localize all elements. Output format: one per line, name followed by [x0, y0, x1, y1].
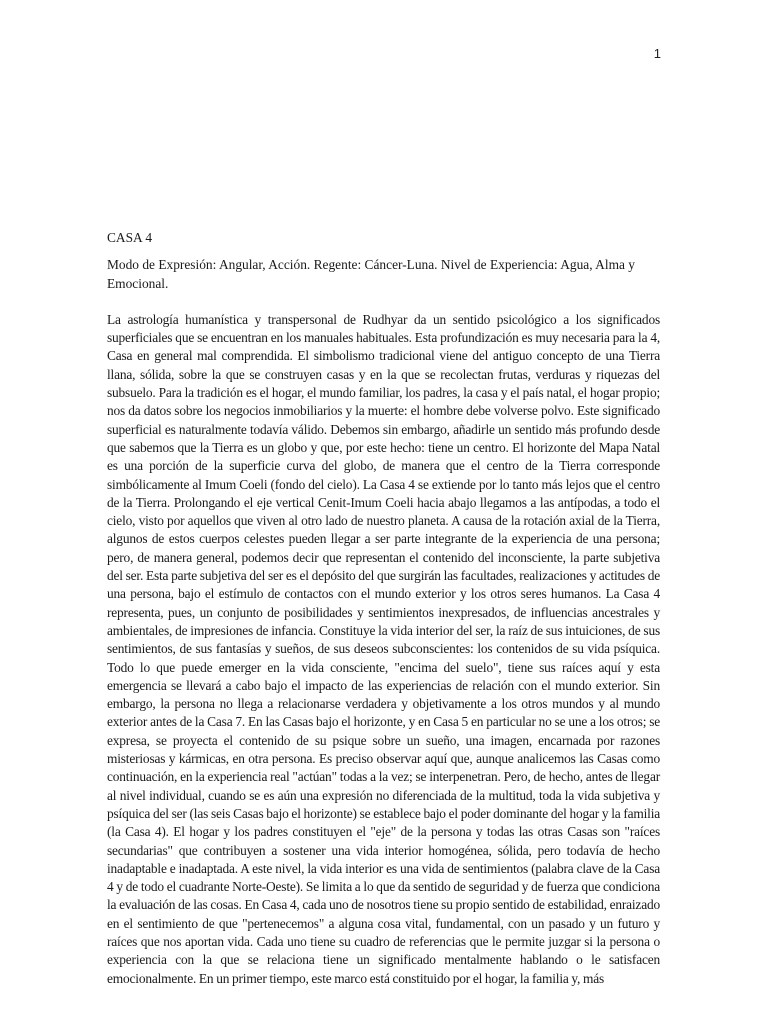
- page-number: 1: [653, 46, 661, 61]
- section-heading: CASA 4: [107, 230, 153, 245]
- document-content: [107, 229, 660, 988]
- intro-paragraph: Modo de Expresión: Angular, Acción. Regente: Cáncer-Luna. Nivel de Experiencia: Agua, Alma y Emocional.: [107, 257, 635, 291]
- body-paragraph: La astrología humanística y transpersonal de Rudhyar da un sentido psicológico a los significados superficiales que se encuentran en los manuales habituales. Esta profundización es muy necesaria para la 4, Casa en general mal comprendida. El simbolismo tradicional viene del antiguo concepto de una Tierra llana, sólida, sobre la que se construyen casas y en la que se recolectan frutas, verduras y riquezas del subsuelo. Para la tradición es el hogar, el mundo familiar, los padres, la casa y el país natal, el hogar propio; nos da datos sobre los negocios inmobiliarios y la muerte: el hombre debe volverse polvo. Este significado superficial es naturalmente todavía válido. Debemos sin embargo, añadirle un sentido más profundo desde que sabemos que la Tierra es un globo y que, por este hecho: tiene un centro. El horizonte del Mapa Natal es una porción de la superficie curva del globo, de manera que el centro de la Tierra corresponde simbólicamente al Imum Coeli (fondo del cielo). La Casa 4 se extiende por lo tanto más lejos que el centro de la Tierra. Prolongando el eje vertical Cenit-Imum Coeli hacia abajo llegamos a las antípodas, a todo el cielo, visto por aquellos que viven al otro lado de nuestro planeta. A causa de la rotación axial de la Tierra, algunos de estos cuerpos celestes pueden llegar a ser parte integrante de la experiencia de una persona; pero, de manera general, podemos decir que representan el contenido del inconsciente, la parte subjetiva del ser. Esta parte subjetiva del ser es el depósito del que surgirán las facultades, realizaciones y actitudes de una persona, bajo el estímulo de contactos con el mundo exterior y los otros seres humanos. La Casa 4 representa, pues, un conjunto de posibilidades y sentimientos inexpresados, de influencias ancestrales y ambientales, de impresiones de infancia. Constituye la vida interior del ser, la raíz de sus intuiciones, de sus sentimientos, de sus fantasías y sueños, de sus deseos subconscientes: los contenidos de su vida psíquica. Todo lo que puede emerger en la vida consciente, "encima del suelo", tiene sus raíces aquí y esta emergencia se llevará a cabo bajo el impacto de las experiencias de relación con el mundo exterior. Sin embargo, la persona no llega a relacionarse verdadera y objetivamente a los otros mundos y al mundo exterior antes de la Casa 7. En las Casas bajo el horizonte, y en Casa 5 en particular no se une a los otros; se expresa, se proyecta el contenido de su psique sobre un sueño, una imagen, encarnada por razones misteriosas y kármicas, en otra persona. Es preciso observar aquí que, aunque analicemos las Casas como continuación, en la experiencia real "actúan" todas a la vez; se interpenetran. Pero, de hecho, antes de llegar al nivel individual, cuando se es aún una expresión no diferenciada de la multitud, toda la vida subjetiva y psíquica del ser (las seis Casas bajo el horizonte) se establece bajo el poder dominante del hogar y la familia (la Casa 4). El hogar y los padres constituyen el "eje" de la persona y todas las otras Casas son "raíces secundarias" que contribuyen a sostener una vida interior homogénea, sólida, pero todavía de hecho inadaptable e inadaptada. A este nivel, la vida interior es una vida de sentimientos (palabra clave de la Casa 4 y de todo el cuadrante Norte-Oeste). Se limita a lo que da sentido de seguridad y de fuerza que condiciona la evaluación de las cosas. En Casa 4, cada uno de nosotros tiene su propio sentido de estabilidad, enraizado en el sentimiento de que "pertenecemos" a alguna cosa vital, fundamental, con un pasado y un futuro y raíces que nos aportan vida. Cada uno tiene su cuadro de referencias que le permite juzgar si la persona o experiencia con la que se relaciona tiene un significado mentalmente hablando o le satisfacen emocionalmente. En un primer tiempo, este marco está constituido por el hogar, la familia y, más: [107, 311, 660, 986]
